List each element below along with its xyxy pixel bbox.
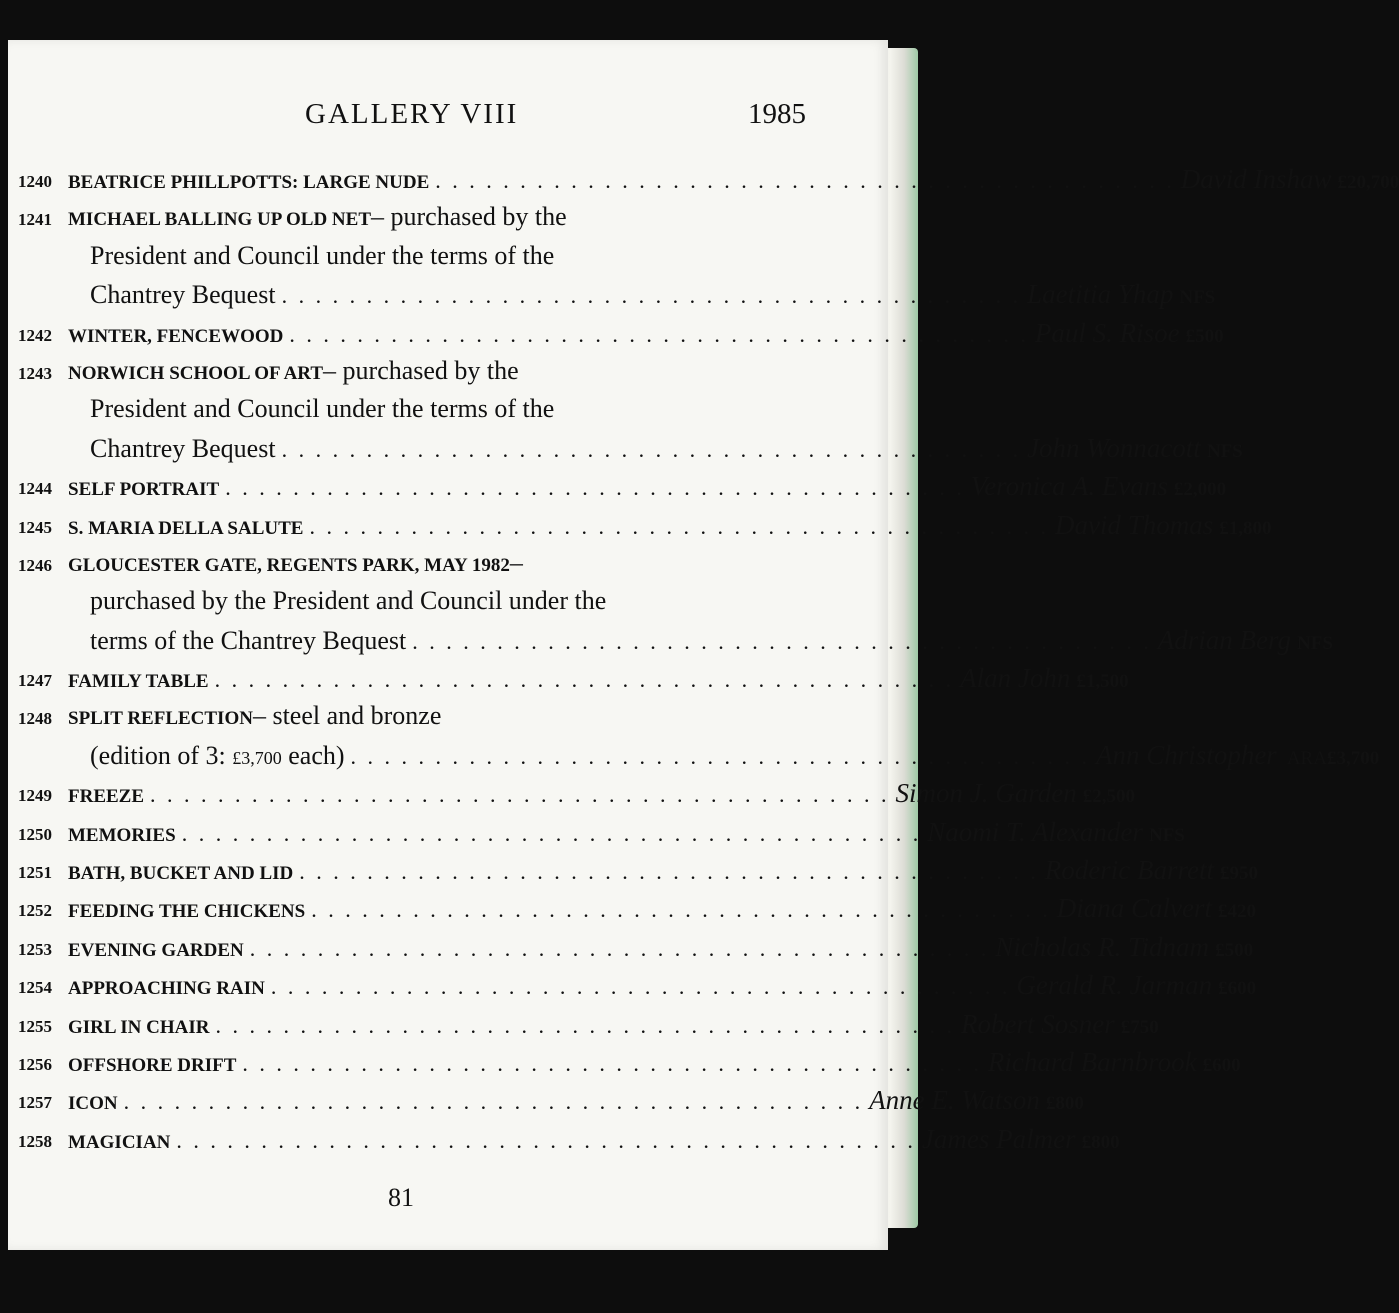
entry-line	[68, 317, 1224, 349]
description-text	[90, 241, 554, 271]
description-text	[323, 356, 519, 386]
work-title: MEMORIES	[68, 824, 176, 846]
catalogue-entry-continuation	[8, 241, 888, 279]
catalogue-entry	[8, 317, 1224, 356]
entry-line	[90, 394, 888, 424]
catalogue-entry	[8, 1008, 1159, 1047]
price: £600	[1218, 978, 1257, 1000]
entry-number: 1247	[18, 671, 52, 691]
price: £1,500	[1076, 671, 1129, 693]
work-title: ICON	[68, 1093, 118, 1115]
work-title: APPROACHING RAIN	[68, 978, 265, 1000]
price: £600	[1202, 1054, 1241, 1076]
work-title: EVENING GARDEN	[68, 939, 244, 961]
description-text	[90, 586, 606, 616]
price: £2,000	[1173, 479, 1227, 501]
description-text-part: – steel and bronze	[252, 701, 442, 731]
entry-line	[90, 739, 1380, 771]
artist-name: Simon J. Garden	[895, 778, 1077, 809]
description-text	[90, 626, 406, 656]
description-text-part: (edition of 3:	[90, 740, 233, 770]
leader-dots: . . . . . . . . . . . . . . . . . . . . . . . . . . . . . . . . . . . . . . . . . . . .	[215, 1012, 955, 1038]
catalogue-entry	[8, 1123, 1120, 1162]
price: £1,800	[1219, 517, 1272, 539]
entry-list	[8, 164, 1399, 1162]
catalogue-entry	[8, 1046, 1241, 1085]
work-title: MAGICIAN	[68, 1131, 171, 1153]
catalogue-entry-continuation	[8, 586, 888, 624]
work-title: SPLIT REFLECTION	[68, 708, 253, 730]
entry-number: 1240	[18, 172, 52, 191]
entry-number: 1242	[18, 325, 52, 345]
description-text-part: terms of the Chantrey Bequest	[90, 625, 407, 655]
description-text-part: President and Council under the terms of the	[90, 240, 555, 270]
entry-number: 1254	[18, 978, 52, 998]
entry-line	[68, 164, 1399, 195]
catalogue-entry	[8, 509, 1272, 548]
entry-number: 1251	[18, 863, 52, 883]
description-text	[253, 701, 441, 731]
work-title: SELF PORTRAIT	[68, 479, 220, 501]
catalogue-entry	[8, 778, 1136, 816]
entry-line	[90, 241, 888, 271]
catalogue-entry	[8, 1085, 1084, 1123]
entry-number: 1244	[18, 479, 52, 499]
artist-name: Robert Sosner	[960, 1008, 1115, 1039]
work-title: S. MARIA DELLA SALUTE	[68, 517, 304, 539]
artist-name: David Inshaw	[1180, 164, 1332, 194]
artist-name: David Thomas	[1054, 509, 1214, 540]
description-text	[371, 202, 567, 232]
description-text-part: purchased by the President and Council under the	[90, 586, 607, 616]
leader-dots: . . . . . . . . . . . . . . . . . . . . . . . . . . . . . . . . . . . . . . . . . . . .	[150, 782, 890, 808]
catalogue-entry-continuation	[8, 432, 1243, 471]
description-text	[510, 548, 523, 578]
entry-number: 1255	[18, 1016, 52, 1036]
catalogue-entry	[8, 663, 1129, 701]
entry-line	[68, 202, 888, 232]
artist-name: Anne E. Watson	[869, 1085, 1040, 1116]
work-title: OFFSHORE DRIFT	[68, 1054, 237, 1076]
description-text-part: each)	[281, 740, 345, 770]
entry-line	[68, 855, 1258, 886]
price: £20,700	[1337, 172, 1399, 193]
catalogue-entry	[8, 202, 888, 240]
entry-number: 1248	[18, 709, 52, 729]
entry-number: 1243	[18, 363, 52, 383]
entry-line	[68, 1123, 1120, 1155]
leader-dots: . . . . . . . . . . . . . . . . . . . . . . . . . . . . . . . . . . . . . . . . . . . .	[123, 1089, 864, 1115]
artist-name: Naomi T. Alexander	[927, 816, 1143, 847]
work-title: FAMILY TABLE	[68, 671, 209, 693]
artist-name: Veronica A. Evans	[970, 471, 1168, 502]
gallery-title: GALLERY VIII	[305, 98, 519, 130]
catalogue-entry	[8, 931, 1254, 970]
edition-price: £3,700	[232, 747, 282, 768]
artist-name: Roderic Barrett	[1044, 855, 1214, 886]
artist-honour: ARA	[1286, 747, 1327, 769]
leader-dots: . . . . . . . . . . . . . . . . . . . . . . . . . . . . . . . . . . . . . . . . . . . .	[281, 283, 1022, 309]
description-text	[90, 394, 554, 424]
entry-number: 1256	[18, 1054, 52, 1074]
entry-line	[68, 509, 1272, 541]
entry-line	[68, 778, 1136, 809]
leader-dots: . . . . . . . . . . . . . . . . . . . . . . . . . . . . . . . . . . . . . . . . . . . .	[299, 859, 1039, 885]
price: £3,700	[1326, 747, 1380, 769]
entry-line	[68, 356, 888, 386]
artist-name: Richard Barnbrook	[987, 1046, 1197, 1077]
artist-name: James Palmer	[921, 1123, 1076, 1154]
leader-dots: . . . . . . . . . . . . . . . . . . . . . . . . . . . . . . . . . . . . . . . . . . . .	[281, 436, 1022, 462]
artist-name: Gerald R. Jarman	[1016, 970, 1213, 1001]
leader-dots: . . . . . . . . . . . . . . . . . . . . . . . . . . . . . . . . . . . . . . . . . . . .	[412, 628, 1152, 654]
leader-dots: . . . . . . . . . . . . . . . . . . . . . . . . . . . . . . . . . . . . . . . . . . . .	[311, 897, 1051, 923]
price: £420	[1217, 901, 1256, 923]
price: £950	[1219, 863, 1258, 885]
artist-name: Laetitia Yhap	[1027, 279, 1174, 310]
catalogue-entry	[8, 471, 1227, 509]
description-text-part: – purchased by the	[371, 202, 567, 232]
leader-dots: . . . . . . . . . . . . . . . . . . . . . . . . . . . . . . . . . . . . . . . . . . . .	[435, 168, 1175, 193]
leader-dots: . . . . . . . . . . . . . . . . . . . . . . . . . . . . . . . . . . . . . . . . . . . .	[270, 974, 1011, 1000]
entry-line	[90, 624, 1333, 656]
entry-line	[90, 586, 888, 616]
work-title: BEATRICE PHILLPOTTS: LARGE NUDE	[68, 172, 430, 193]
price: £2,500	[1082, 786, 1136, 808]
entry-number: 1241	[18, 210, 52, 230]
artist-name: Diana Calvert	[1056, 893, 1212, 924]
year: 1985	[748, 98, 806, 130]
entry-line	[90, 432, 1243, 464]
artist-name: Nicholas R. Tidnam	[995, 931, 1210, 962]
price: £500	[1215, 939, 1254, 961]
price: NFS	[1179, 287, 1216, 309]
entry-number: 1250	[18, 824, 52, 844]
price: NFS	[1206, 440, 1243, 462]
price: £800	[1045, 1093, 1084, 1115]
entry-line	[68, 663, 1129, 694]
leader-dots: . . . . . . . . . . . . . . . . . . . . . . . . . . . . . . . . . . . . . . . . . . . .	[225, 475, 965, 501]
catalogue-entry-continuation	[8, 279, 1216, 317]
leader-dots: . . . . . . . . . . . . . . . . . . . . . . . . . . . . . . . . . . . . . . . . . . . .	[181, 820, 922, 846]
work-title: WINTER, FENCEWOOD	[68, 325, 284, 347]
catalogue-entry	[8, 893, 1256, 931]
leader-dots: . . . . . . . . . . . . . . . . . . . . . . . . . . . . . . . . . . . . . . . . . . . .	[176, 1127, 916, 1153]
entry-number: 1258	[18, 1131, 52, 1151]
entry-line	[68, 893, 1256, 924]
artist-name: Alan John	[960, 663, 1071, 694]
entry-number: 1245	[18, 517, 52, 537]
work-title: FEEDING THE CHICKENS	[68, 901, 306, 923]
leader-dots: . . . . . . . . . . . . . . . . . . . . . . . . . . . . . . . . . . . . . . . . . . . .	[309, 513, 1049, 539]
catalogue-entry-continuation	[8, 394, 888, 432]
entry-line	[68, 970, 1257, 1001]
price: NFS	[1297, 632, 1333, 654]
catalogue-entry	[8, 816, 1185, 855]
entry-number: 1249	[18, 786, 52, 806]
entry-line	[68, 548, 888, 578]
price: £800	[1081, 1131, 1120, 1153]
entry-number: 1253	[18, 939, 52, 959]
page-header	[8, 98, 888, 138]
description-text-part: Chantrey Bequest	[90, 280, 276, 310]
description-text-part: –	[509, 547, 523, 577]
entry-line	[68, 816, 1185, 848]
artist-name: Adrian Berg	[1157, 624, 1291, 655]
entry-line	[68, 931, 1254, 963]
description-text	[90, 280, 276, 310]
catalogue-entry	[8, 970, 1257, 1008]
leader-dots: . . . . . . . . . . . . . . . . . . . . . . . . . . . . . . . . . . . . . . . . . . . .	[249, 935, 990, 961]
catalogue-entry	[8, 548, 888, 586]
leader-dots: . . . . . . . . . . . . . . . . . . . . . . . . . . . . . . . . . . . . . . . . . . . .	[350, 743, 1091, 769]
entry-number: 1246	[18, 555, 52, 575]
entry-line	[68, 471, 1227, 502]
catalogue-page	[8, 40, 1399, 1250]
description-text	[90, 434, 276, 464]
entry-number: 1252	[18, 901, 52, 921]
entry-line	[68, 1008, 1159, 1040]
leader-dots: . . . . . . . . . . . . . . . . . . . . . . . . . . . . . . . . . . . . . . . . . . . .	[242, 1050, 982, 1076]
entry-line	[68, 1046, 1241, 1078]
price: £500	[1185, 325, 1224, 347]
catalogue-entry	[8, 855, 1258, 893]
leader-dots: . . . . . . . . . . . . . . . . . . . . . . . . . . . . . . . . . . . . . . . . . . . .	[214, 667, 955, 693]
description-text	[90, 741, 345, 771]
work-title: BATH, BUCKET AND LID	[68, 863, 294, 885]
entry-line	[90, 279, 1216, 310]
work-title: FREEZE	[68, 786, 145, 808]
catalogue-entry-continuation	[8, 739, 1380, 778]
entry-number: 1257	[18, 1093, 52, 1113]
price: NFS	[1148, 824, 1185, 846]
catalogue-entry-continuation	[8, 624, 1333, 663]
page-number: 81	[388, 1183, 414, 1212]
description-text-part: – purchased by the	[323, 355, 519, 385]
entry-line	[68, 1085, 1084, 1116]
artist-name: John Wonnacott	[1027, 432, 1201, 463]
work-title: NORWICH SCHOOL OF ART	[68, 362, 324, 384]
artist-name: Paul S. Risoe	[1034, 317, 1180, 348]
work-title: GIRL IN CHAIR	[68, 1016, 210, 1038]
price: £750	[1120, 1016, 1159, 1038]
description-text-part: Chantrey Bequest	[90, 433, 276, 463]
work-title: GLOUCESTER GATE, REGENTS PARK, MAY 1982	[68, 554, 510, 576]
work-title: MICHAEL BALLING UP OLD NET	[68, 209, 371, 231]
catalogue-entry	[8, 701, 888, 739]
leader-dots: . . . . . . . . . . . . . . . . . . . . . . . . . . . . . . . . . . . . . . . . . . . .	[289, 321, 1029, 347]
catalogue-entry	[8, 356, 888, 394]
entry-line	[68, 701, 888, 731]
catalogue-entry	[8, 164, 1399, 202]
description-text-part: President and Council under the terms of the	[90, 394, 555, 424]
artist-name: Ann Christopher	[1096, 739, 1277, 770]
